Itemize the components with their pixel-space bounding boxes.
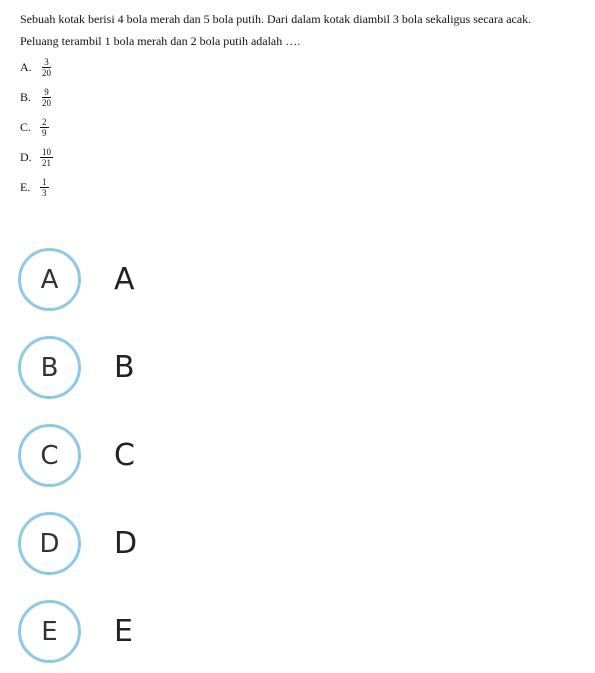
option-letter: E. xyxy=(20,179,31,194)
fraction xyxy=(40,117,49,138)
fraction-denominator: 20 xyxy=(42,97,51,108)
option-letter: C. xyxy=(20,119,32,134)
fraction-numerator: 10 xyxy=(42,146,51,157)
fraction-numerator: 3 xyxy=(44,56,49,67)
fraction-numerator: 2 xyxy=(42,116,47,127)
answer-option-a[interactable] xyxy=(18,248,218,312)
answer-label-d[interactable]: D xyxy=(114,526,138,561)
answer-circle-b[interactable]: B xyxy=(18,336,81,399)
question-text xyxy=(20,8,585,52)
answer-option-d[interactable] xyxy=(18,512,218,576)
answer-option-c[interactable] xyxy=(18,424,218,488)
answer-option-b[interactable] xyxy=(18,336,218,400)
option-b xyxy=(20,84,53,110)
fraction-numerator: 9 xyxy=(44,86,49,97)
question-line-1: Sebuah kotak berisi 4 bola merah dan 5 bola putih. Dari dalam kotak diambil 3 bola sekaligus secara acak. xyxy=(20,12,532,26)
answer-label-b[interactable]: B xyxy=(114,350,135,385)
option-letter: B. xyxy=(20,89,32,104)
answer-option-e[interactable] xyxy=(18,600,218,664)
answer-label-a[interactable]: A xyxy=(114,262,135,297)
fraction-denominator: 3 xyxy=(42,187,47,198)
fraction xyxy=(40,87,53,108)
answer-label-c[interactable]: C xyxy=(114,438,135,473)
fraction-denominator: 9 xyxy=(42,127,47,138)
option-c xyxy=(20,114,49,140)
question-line-2: Peluang terambil 1 bola merah dan 2 bola putih adalah …. xyxy=(20,34,301,48)
fraction xyxy=(40,57,53,78)
option-a xyxy=(20,54,53,80)
answer-circle-a[interactable]: A xyxy=(18,248,81,311)
fraction-denominator: 20 xyxy=(42,67,51,78)
answer-circle-c[interactable]: C xyxy=(18,424,81,487)
fraction-denominator: 21 xyxy=(42,157,51,168)
fraction xyxy=(40,147,53,168)
answer-circle-e[interactable]: E xyxy=(18,600,81,663)
answer-circle-d[interactable]: D xyxy=(18,512,81,575)
option-d xyxy=(20,144,53,170)
fraction xyxy=(40,177,49,198)
option-letter: D. xyxy=(20,149,32,164)
option-letter: A. xyxy=(20,59,32,74)
fraction-numerator: 1 xyxy=(42,176,47,187)
option-e xyxy=(20,174,49,200)
answer-label-e[interactable]: E xyxy=(114,614,133,649)
